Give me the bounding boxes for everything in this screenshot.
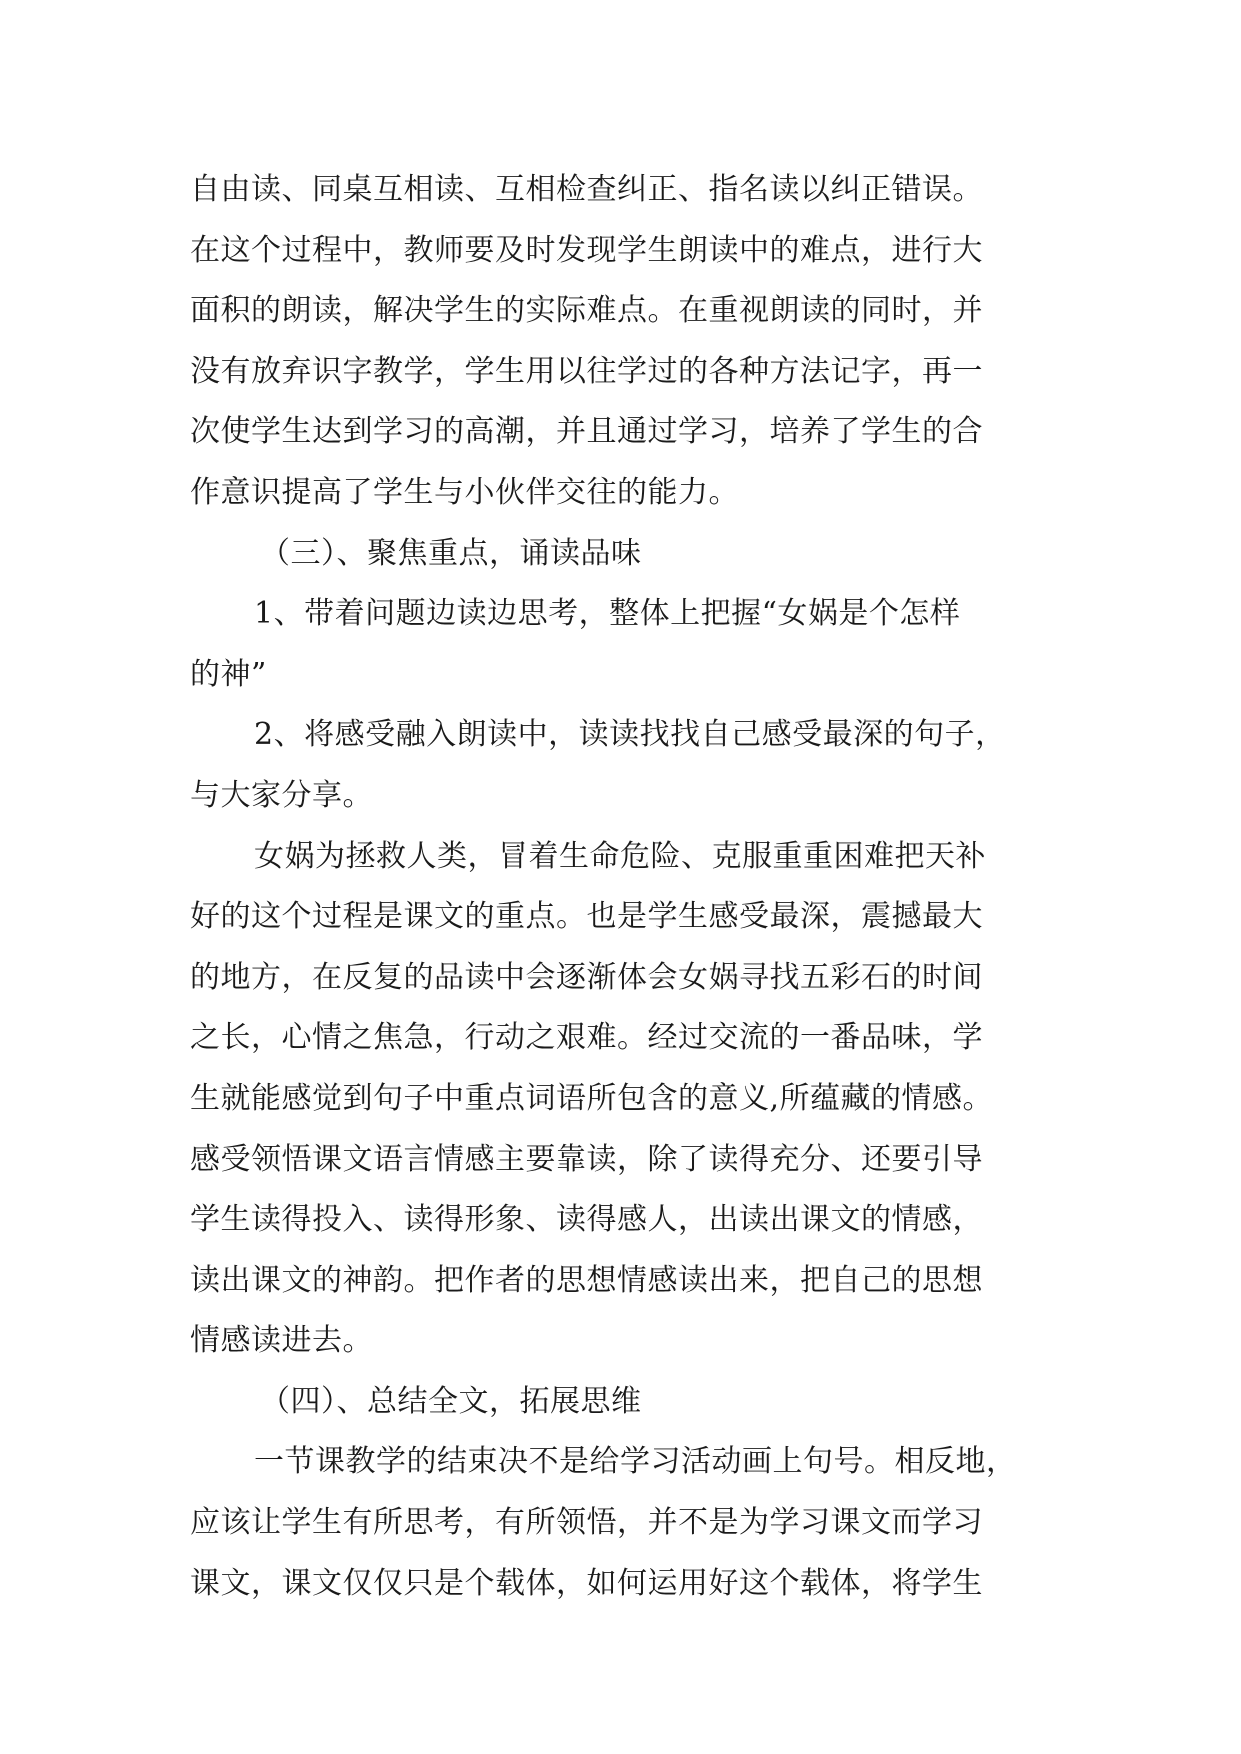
text-line: 没有放弃识字教学，学生用以往学过的各种方法记字，再一 <box>190 353 983 389</box>
text-line: 作意识提高了学生与小伙伴交往的能力。 <box>190 474 739 510</box>
text-line: 女娲为拯救人类，冒着生命危险、克服重重困难把天补 <box>254 838 986 874</box>
text-line: 感受领悟课文语言情感主要靠读，除了读得充分、还要引导 <box>190 1141 983 1177</box>
text-line: 课文，课文仅仅只是个载体，如何运用好这个载体，将学生 <box>190 1565 983 1601</box>
text-line: 自由读、同桌互相读、互相检查纠正、指名读以纠正错误。 <box>190 172 983 207</box>
section-heading: （四）、总结全文，拓展思维 <box>260 1383 642 1419</box>
text-line: 之长，心情之焦急，行动之艰难。经过交流的一番品味，学 <box>190 1020 983 1056</box>
text-line: 面积的朗读，解决学生的实际难点。在重视朗读的同时，并 <box>190 293 983 329</box>
text-line: 学生读得投入、读得形象、读得感人，出读出课文的情感， <box>190 1202 983 1238</box>
section-heading: （三）、聚焦重点，诵读品味 <box>260 535 642 571</box>
text-line: 情感读进去。 <box>190 1323 373 1359</box>
text-line: 应该让学生有所思考，有所领悟，并不是为学习课文而学习 <box>190 1505 983 1541</box>
text-line: 1、带着问题边读边思考，整体上把握“女娲是个怎样 <box>254 596 961 632</box>
text-line: 好的这个过程是课文的重点。也是学生感受最深，震撼最大 <box>190 899 983 935</box>
text-line: 在这个过程中，教师要及时发现学生朗读中的难点，进行大 <box>190 232 983 268</box>
text-line: 与大家分享。 <box>190 777 373 813</box>
text-line: 2、将感受融入朗读中，读读找找自己感受最深的句子， <box>254 717 1006 753</box>
text-line: 的神” <box>190 656 267 692</box>
document-body <box>190 160 1060 1614</box>
text-line: 次使学生达到学习的高潮，并且通过学习，培养了学生的合 <box>190 414 983 450</box>
text-line: 读出课文的神韵。把作者的思想情感读出来，把自己的思想 <box>190 1262 983 1298</box>
text-line: 一节课教学的结束决不是给学习活动画上句号。相反地， <box>254 1444 1017 1480</box>
text-line: 的地方，在反复的品读中会逐渐体会女娲寻找五彩石的时间 <box>190 959 983 995</box>
text-line: 生就能感觉到句子中重点词语所包含的意义,所蕴藏的情感。 <box>190 1080 994 1116</box>
